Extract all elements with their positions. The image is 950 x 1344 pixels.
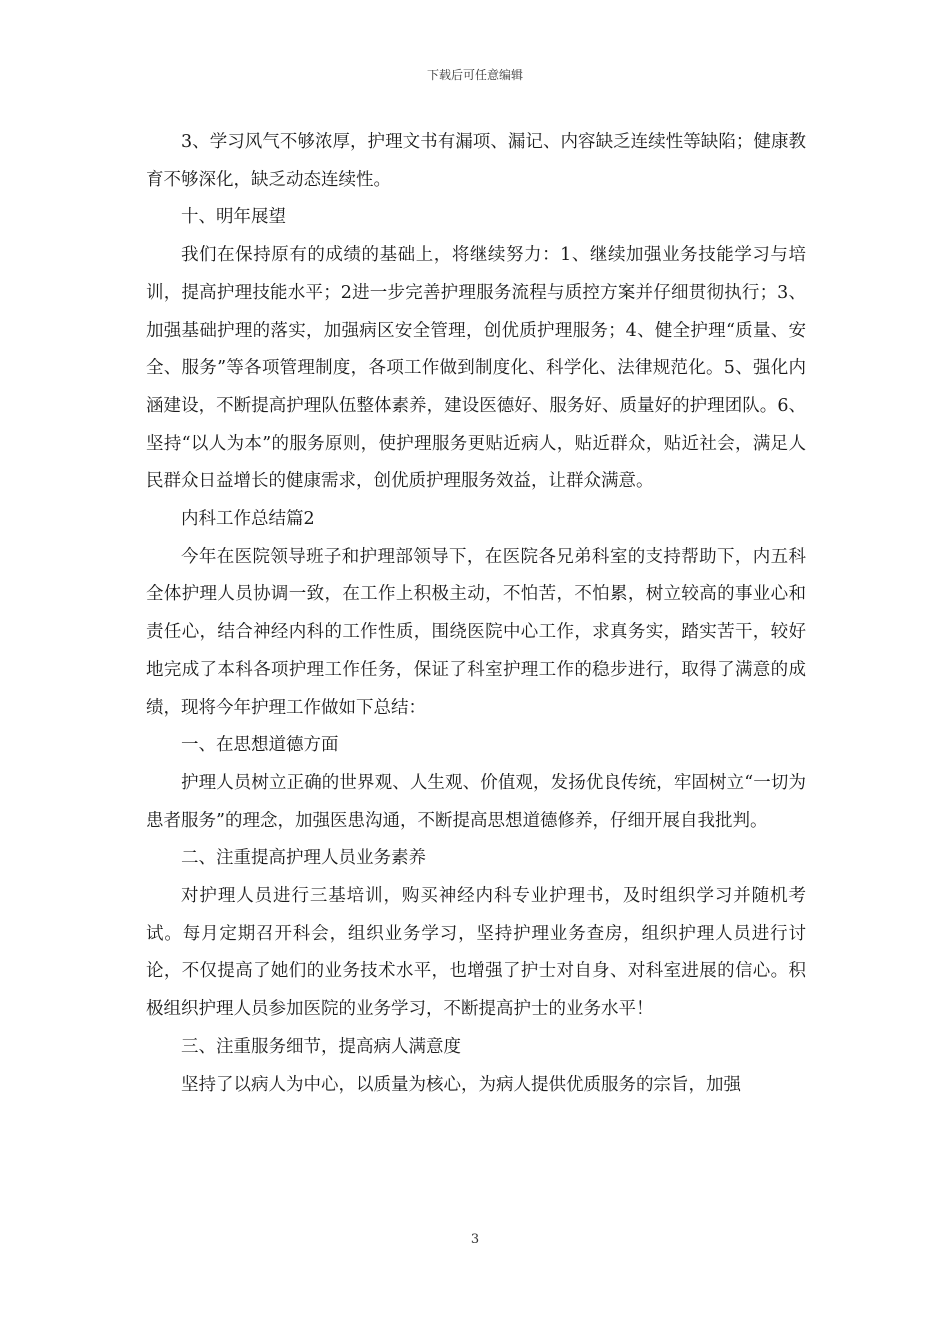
section-heading: 三、注重服务细节，提高病人满意度 xyxy=(181,1036,461,1057)
paragraph: 对护理人员进行三基培训，购买神经内科专业护理书，及时组织学习并随机考试。每月定期召开科会，组织业务学习，坚持护理业务查房，组织护理人员进行讨论，不仅提高了她们的业务技术水平，也增强了护士对自身、对科室进展的信心。积极组织护理人员参加医院的业务学习，不断提高护士的业务水平！ xyxy=(146,886,806,1020)
section-heading: 十、明年展望 xyxy=(181,207,286,228)
section-heading: 二、注重提高护理人员业务素养 xyxy=(181,848,426,869)
paragraph: 护理人员树立正确的世界观、人生观、价值观，发扬优良传统，牢固树立“一切为患者服务”的理念，加强医患沟通，不断提高思想道德修养，仔细开展自我批判。 xyxy=(146,772,806,831)
page-number: 3 xyxy=(470,1232,480,1247)
section-heading: 一、在思想道德方面 xyxy=(181,735,339,756)
section-heading: 内科工作总结篇2 xyxy=(181,509,315,530)
paragraph: 今年在医院领导班子和护理部领导下，在医院各兄弟科室的支持帮助下，内五科全体护理人员协调一致，在工作上积极主动，不怕苦，不怕累，树立较高的事业心和责任心，结合神经内科的工作性质，围绕医院中心工作，求真务实，踏实苦干，较好地完成了本科各项护理工作任务，保证了科室护理工作的稳步进行，取得了满意的成绩，现将今年护理工作做如下总结： xyxy=(146,546,806,718)
paragraph: 3、学习风气不够浓厚，护理文书有漏项、漏记、内容缺乏连续性等缺陷；健康教育不够深化，缺乏动态连续性。 xyxy=(146,132,806,190)
page-header-note: 下载后可任意编辑 xyxy=(426,68,523,82)
paragraph: 坚持了以病人为中心，以质量为核心，为病人提供优质服务的宗旨，加强 xyxy=(181,1074,741,1095)
paragraph: 我们在保持原有的成绩的基础上，将继续努力：1、继续加强业务技能学习与培训，提高护理技能水平；2进一步完善护理服务流程与质控方案并仔细贯彻执行；3、加强基础护理的落实，加强病区安全管理，创优质护理服务；4、健全护理“质量、安全、服务”等各项管理制度，各项工作做到制度化、科学化、法律规范化。5、强化内涵建设，不断提高护理队伍整体素养，建设医德好、服务好、质量好的护理团队。6、坚持“以人为本”的服务原则，使护理服务更贴近病人，贴近群众，贴近社会，满足人民群众日益增长的健康需求，创优质护理服务效益，让群众满意。 xyxy=(146,245,806,492)
document-body xyxy=(146,124,806,1104)
